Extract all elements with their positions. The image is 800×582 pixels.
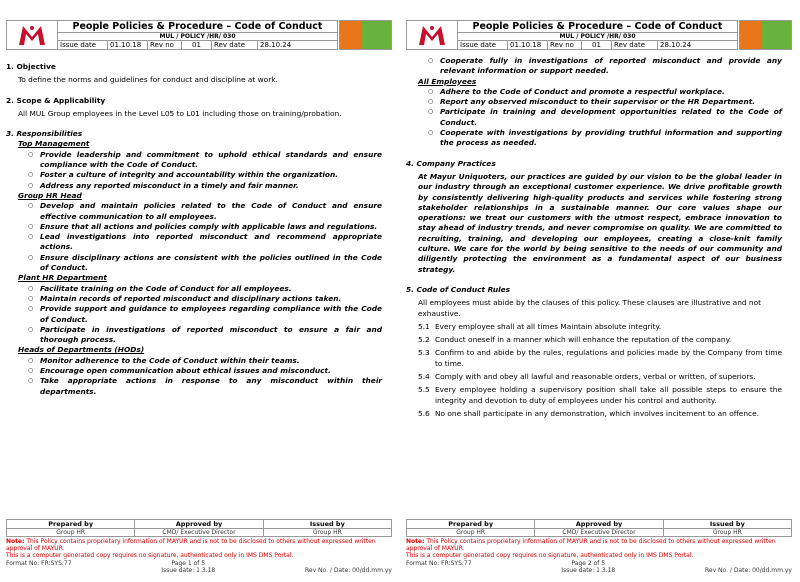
rule-text: Confirm to and abide by the rules, regulations and policies made by the Company from time to time.	[435, 348, 782, 368]
prepared-by-value: Group HR	[7, 529, 135, 536]
list-item: ○ Cooperate fully in investigations of reported misconduct and provide any relevant information or support needed.	[406, 56, 782, 77]
page-footer	[406, 519, 792, 574]
rule-item	[406, 409, 782, 419]
section-objective-title: 1. Objective	[6, 62, 56, 71]
list-item: ○ Provide leadership and commitment to uphold ethical standards and ensure compliance with the Code of Conduct.	[6, 150, 382, 171]
rule-number: 5.4	[418, 372, 430, 382]
page-1	[0, 0, 396, 582]
note-text: This Policy contains proprietary information of MAYUR and is not to be disclosed to others without expressed written approval of MAYUR.	[406, 538, 776, 552]
rule-text: Comply with and obey all lawful and reasonable orders, verbal or written, of superiors.	[435, 372, 756, 382]
objective-text: To define the norms and guidelines for conduct and discipline at work.	[18, 75, 278, 85]
rev-date-label: Rev date	[212, 41, 258, 49]
rev-date-value: 28.10.24	[260, 41, 292, 49]
list-item: ○ Monitor adherence to the Code of Conduct within their teams.	[6, 356, 382, 366]
list-item: ○ Foster a culture of integrity and accountability within the organization.	[6, 170, 382, 180]
issue-date-value: 01.10.18	[108, 41, 148, 49]
rev-date-value: 28.10.24	[660, 41, 692, 49]
rule-item	[406, 335, 782, 345]
rule-number: 5.1	[418, 321, 430, 331]
issue-date-value: 01.10.18	[508, 41, 548, 49]
hods-heading: Heads of Departments (HODs)	[18, 345, 145, 355]
approved-by-label: Approved by	[535, 520, 663, 528]
rev-no-label: Rev no	[148, 41, 182, 49]
rule-text: Every employee holding a supervisory position shall take all possible steps to ensure the integrity and devotion to duty of employees under his control and authority.	[435, 385, 782, 405]
group-hr-heading: Group HR Head	[18, 190, 82, 200]
page-2-body	[406, 56, 782, 419]
section-responsibilities-title: 3. Responsibilities	[6, 129, 83, 139]
rule-text: Conduct oneself in a manner which will enhance the reputation of the company.	[435, 335, 732, 345]
rev-no-value: 01	[182, 41, 212, 49]
rev-no-label: Rev no	[548, 41, 582, 49]
list-item: ○ Encourage open communication about ethical issues and misconduct.	[6, 366, 382, 376]
rev-date-label: Rev date	[612, 41, 658, 49]
brand-badge	[739, 20, 792, 50]
page-header	[6, 20, 392, 50]
section-conduct-rules-title: 5. Code of Conduct Rules	[406, 284, 511, 294]
list-item: ○ Address any reported misconduct in a timely and fair manner.	[6, 181, 382, 191]
rule-number: 5.5	[418, 385, 430, 395]
brand-badge	[339, 20, 392, 50]
generated-copy-note: This is a computer generated copy requires no signature, authenticated only in IMS DMS Portal.	[6, 552, 294, 559]
issued-by-label: Issued by	[709, 520, 745, 528]
page-number: Page 2 of 5	[571, 560, 606, 567]
note-text: This Policy contains proprietary information of MAYUR and is not to be disclosed to others without expressed written approval of MAYUR.	[6, 538, 376, 552]
document-title: People Policies & Procedure – Code of Conduct	[58, 20, 338, 33]
rule-item	[406, 348, 782, 369]
footer-rev-line: Rev No. / Date: 00/dd.mm.yy	[304, 567, 392, 574]
confidential-note	[406, 538, 792, 552]
rule-item	[406, 372, 782, 382]
prepared-by-label: Prepared by	[7, 520, 135, 528]
company-practices-text: At Mayur Uniquoters, our practices are guided by our vision to be the global leader in our industry through an exceptional customer experience. We drive profitable growth by consistently delivering high-quality products and services while fostering strong stakeholder relationships in a sustainable manner. Our core values shape our operations: we treat our customers with the utmost respect, embrace innovation to stay ahead of industry trends, and never compromise on quality. We are committed to recruiting, training, and developing our employees, creating a close-knit family culture. We care for the world by being sensitive to the needs of our community and diligently protecting the environment as a fundamental aspect of our business strategy.	[418, 171, 782, 274]
top-management-heading: Top Management	[18, 139, 90, 149]
rev-no-value: 01	[582, 41, 612, 49]
approval-table-values	[6, 529, 392, 537]
approval-table-header	[406, 519, 792, 529]
list-item: ○ Develop and maintain policies related to the Code of Conduct and ensure effective communication to all employees.	[6, 201, 382, 222]
scope-text: All MUL Group employees in the Level L05 to L01 including those on training/probation.	[18, 108, 342, 118]
prepared-by-label: Prepared by	[407, 520, 535, 528]
rule-text: Every employee shall at all times Maintain absolute integrity.	[435, 321, 662, 331]
footer-rev-line: Rev No. / Date: 00/dd.mm.yy	[704, 567, 792, 574]
policy-code: MUL / POLICY /HR/ 030	[458, 33, 738, 40]
mayur-logo	[406, 20, 458, 50]
note-label: Note:	[6, 538, 25, 545]
page-number: Page 1 of 5	[171, 560, 206, 567]
approved-by-label: Approved by	[135, 520, 263, 528]
rule-number: 5.3	[418, 348, 430, 358]
format-number: Format No: FR:SYS:77	[406, 560, 472, 567]
issued-by-label: Issued by	[309, 520, 345, 528]
issue-date-label: Issue date	[58, 41, 108, 49]
page-footer	[6, 519, 392, 574]
list-item: ○ Ensure disciplinary actions are consistent with the policies outlined in the Code of Conduct.	[6, 253, 382, 274]
format-number: Format No: FR:SYS:77	[6, 560, 72, 567]
page-2	[400, 0, 796, 582]
list-item: ○ Facilitate training on the Code of Conduct for all employees.	[6, 284, 382, 294]
issued-by-value: Group HR	[312, 529, 342, 536]
plant-hr-heading: Plant HR Department	[18, 273, 107, 283]
list-item: ○ Participate in training and development opportunities related to the Code of Conduct.	[406, 107, 782, 128]
list-item: ○ Adhere to the Code of Conduct and promote a respectful workplace.	[406, 87, 782, 97]
footer-issue-date: Issue date: 1.3.18	[161, 567, 216, 574]
list-item: ○ Ensure that all actions and policies comply with applicable laws and regulations.	[6, 222, 382, 232]
footer-meta-line	[6, 560, 392, 574]
list-item: ○ Lead investigations into reported misconduct and recommend appropriate actions.	[6, 232, 382, 253]
page-1-body	[6, 62, 382, 397]
list-item: ○ Maintain records of reported misconduct and disciplinary actions taken.	[6, 294, 382, 304]
rule-number: 5.6	[418, 408, 430, 418]
section-scope-title: 2. Scope & Applicability	[6, 95, 106, 105]
footer-meta-line	[406, 560, 792, 574]
rule-number: 5.2	[418, 335, 430, 345]
all-employees-heading: All Employees	[418, 76, 477, 86]
rule-item	[406, 322, 782, 332]
list-item: ○ Provide support and guidance to employees regarding compliance with the Code of Conduct.	[6, 304, 382, 325]
issue-date-label: Issue date	[458, 41, 508, 49]
note-label: Note:	[406, 538, 425, 545]
list-item: ○ Cooperate with investigations by providing truthful information and supporting the process as needed.	[406, 128, 782, 149]
header-meta-row	[58, 40, 338, 50]
rule-text: No one shall participate in any demonstration, which involves incitement to an offence.	[435, 408, 759, 418]
list-item: ○ Participate in investigations of reported misconduct to ensure a fair and thorough process.	[6, 325, 382, 346]
approval-table-values	[406, 529, 792, 537]
list-item: ○ Take appropriate actions in response to any misconduct within their departments.	[6, 376, 382, 397]
rule-item	[406, 385, 782, 406]
header-meta-row	[458, 40, 738, 50]
conduct-rules-intro: All employees must abide by the clauses of this policy. These clauses are illustrative and not exhaustive.	[418, 298, 762, 318]
page-header	[406, 20, 792, 50]
prepared-by-value: Group HR	[407, 529, 535, 536]
generated-copy-note: This is a computer generated copy requires no signature, authenticated only in IMS DMS Portal.	[406, 552, 694, 559]
issued-by-value: Group HR	[712, 529, 742, 536]
footer-issue-date: Issue date: 1.3.18	[561, 567, 616, 574]
approved-by-value: CMD/ Executive Director	[535, 529, 663, 536]
approved-by-value: CMD/ Executive Director	[135, 529, 263, 536]
confidential-note	[6, 538, 392, 552]
policy-code: MUL / POLICY /HR/ 030	[58, 33, 338, 40]
approval-table-header	[6, 519, 392, 529]
section-company-practices-title: 4. Company Practices	[406, 158, 496, 168]
mayur-logo	[6, 20, 58, 50]
list-item: ○ Report any observed misconduct to their supervisor or the HR Department.	[406, 97, 782, 107]
document-title: People Policies & Procedure – Code of Conduct	[458, 20, 738, 33]
